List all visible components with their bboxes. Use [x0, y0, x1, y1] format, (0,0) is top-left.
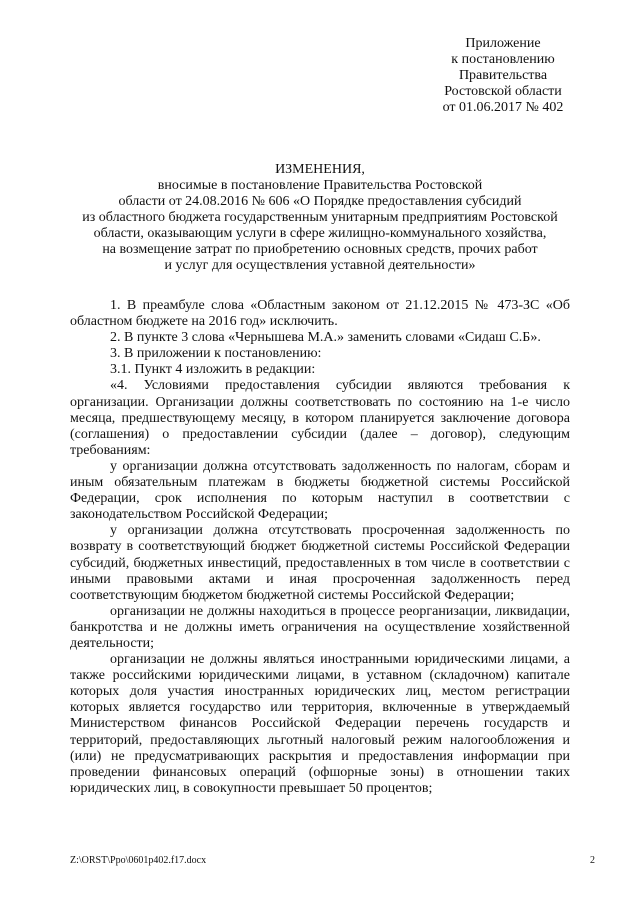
paragraph: 1. В преамбуле слова «Областным законом от 21.12.2015 № 473-ЗС «Об областном бюджете на 2016 год» исключить.: [70, 298, 570, 330]
title-line: вносимые в постановление Правительства Ростовской: [157, 178, 483, 193]
document-title: [70, 162, 570, 274]
document-body: [70, 298, 570, 797]
header-line: от 01.06.2017 № 402: [442, 100, 564, 115]
paragraph: 2. В пункте 3 слова «Чернышева М.А.» заменить словами «Сидаш С.Б».: [110, 330, 541, 346]
title-line: области от 24.08.2016 № 606 «О Порядке предоставления субсидий: [118, 194, 522, 209]
paragraph: 3.1. Пункт 4 изложить в редакции:: [110, 362, 316, 378]
approval-header: [418, 36, 588, 116]
title-line: и услуг для осуществления уставной деятельности»: [164, 258, 476, 273]
title-line: из областного бюджета государственным унитарным предприятиям Ростовской: [82, 210, 558, 225]
paragraph: организации не должны являться иностранными юридическими лицами, а также российскими юридическими лицами, в уставном (складочном) капитале которых доля участия иностранных юридических лиц, местом регистрации которых является государство или территория, включенные в утверждаемый Министерством финансов Российской Федерации перечень государств и территорий, предоставляющих льготный налоговый режим налогообложения и (или) не предусматривающих раскрытия и предоставления информации при проведении финансовых операций (офшорные зоны) в отношении таких юридических лиц, в совокупности превышает 50 процентов;: [70, 652, 570, 796]
paragraph: организации не должны находиться в процессе реорганизации, ликвидации, банкротства и не должны иметь ограничения на осуществление хозяйственной деятельности;: [70, 603, 570, 651]
header-line: Правительства: [458, 68, 548, 83]
header-line: к постановлению: [451, 52, 555, 67]
file-path: Z:\ORST\Ppo\0601p402.f17.docx: [70, 855, 207, 866]
title-line: области, оказывающим услуги в сфере жилищно-коммунального хозяйства,: [93, 226, 547, 241]
paragraph: у организации должна отсутствовать просроченная задолженность по возврату в соответствующий бюджет бюджетной системы Российской Федерации субсидий, бюджетных инвестиций, предоставленных в том числе в соответствии с иными правовыми актами и иная просроченная задолженность перед соответствующим бюджетом бюджетной системы Российской Федерации;: [70, 523, 570, 603]
paragraph: 3. В приложении к постановлению:: [110, 346, 322, 362]
header-line: Ростовской области: [444, 84, 562, 99]
title-line: на возмещение затрат по приобретению основных средств, прочих работ: [102, 242, 538, 257]
paragraph: «4. Условиями предоставления субсидии являются требования к организации. Организации должны соответствовать по состоянию на 1-е число месяца, предшествующему месяцу, в котором планируется заключение договора (соглашения) о предоставлении субсидии (далее – договор), следующим требованиям:: [70, 378, 570, 458]
title-heading: ИЗМЕНЕНИЯ,: [275, 162, 365, 177]
header-line: Приложение: [465, 36, 541, 51]
paragraph: у организации должна отсутствовать задолженность по налогам, сборам и иным обязательным платежам в бюджеты бюджетной системы Российской Федерации, срок исполнения по которым наступил в соответствии с законодательством Российской Федерации;: [70, 458, 570, 523]
page-number: 2: [590, 855, 595, 866]
